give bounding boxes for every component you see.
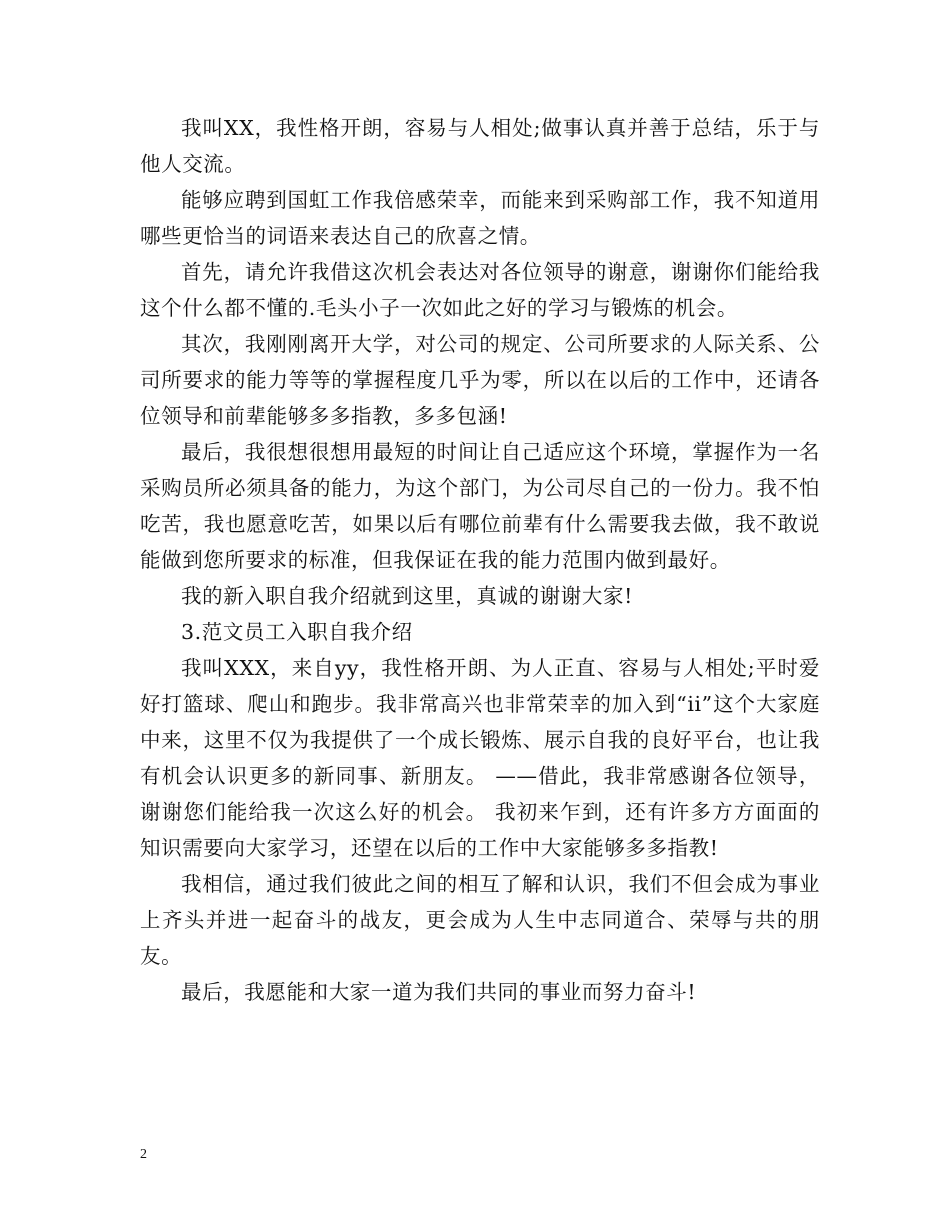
paragraph-5: 最后，我很想很想用最短的时间让自己适应这个环境，掌握作为一名采购员所必须具备的能力，为这个部门，为公司尽自己的一份力。我不怕吃苦，我也愿意吃苦，如果以后有哪位前辈有什么需要我去做，我不敢说能做到您所要求的标准，但我保证在我的能力范围内做到最好。: [140, 440, 820, 572]
paragraph-4: 其次，我刚刚离开大学，对公司的规定、公司所要求的人际关系、公司所要求的能力等等的掌握程度几乎为零，所以在以后的工作中，还请各位领导和前辈能够多多指教，多多包涵!: [140, 332, 820, 428]
paragraph-3: 首先，请允许我借这次机会表达对各位领导的谢意，谢谢你们能给我这个什么都不懂的.毛头小子一次如此之好的学习与锻炼的机会。: [140, 260, 820, 320]
document-body: [140, 110, 820, 1010]
page-number: 2: [140, 1147, 147, 1162]
paragraph-9: 最后，我愿能和大家一道为我们共同的事业而努力奋斗!: [181, 980, 697, 1004]
paragraph-2: 能够应聘到国虹工作我倍感荣幸，而能来到采购部工作，我不知道用哪些更恰当的词语来表达自己的欣喜之情。: [140, 188, 820, 248]
paragraph-6: 我的新入职自我介绍就到这里，真诚的谢谢大家!: [181, 584, 633, 608]
paragraph-1: 我叫XX，我性格开朗，容易与人相处;做事认真并善于总结，乐于与他人交流。: [140, 116, 820, 176]
paragraph-7: 我叫XXX，来自yy，我性格开朗、为人正直、容易与人相处;平时爱好打篮球、爬山和跑步。我非常高兴也非常荣幸的加入到“ii”这个大家庭中来，这里不仅为我提供了一个成长锻炼、展示自我的良好平台，也让我有机会认识更多的新同事、新朋友。 ——借此，我非常感谢各位领导，谢谢您们能给我一次这么好的机会。 我初来乍到，还有许多方方面面的知识需要向大家学习，还望在以后的工作中大家能够多多指教!: [140, 656, 820, 860]
section-heading: 3.范文员工入职自我介绍: [181, 620, 413, 644]
paragraph-8: 我相信，通过我们彼此之间的相互了解和认识，我们不但会成为事业上齐头并进一起奋斗的战友，更会成为人生中志同道合、荣辱与共的朋友。: [140, 872, 820, 968]
